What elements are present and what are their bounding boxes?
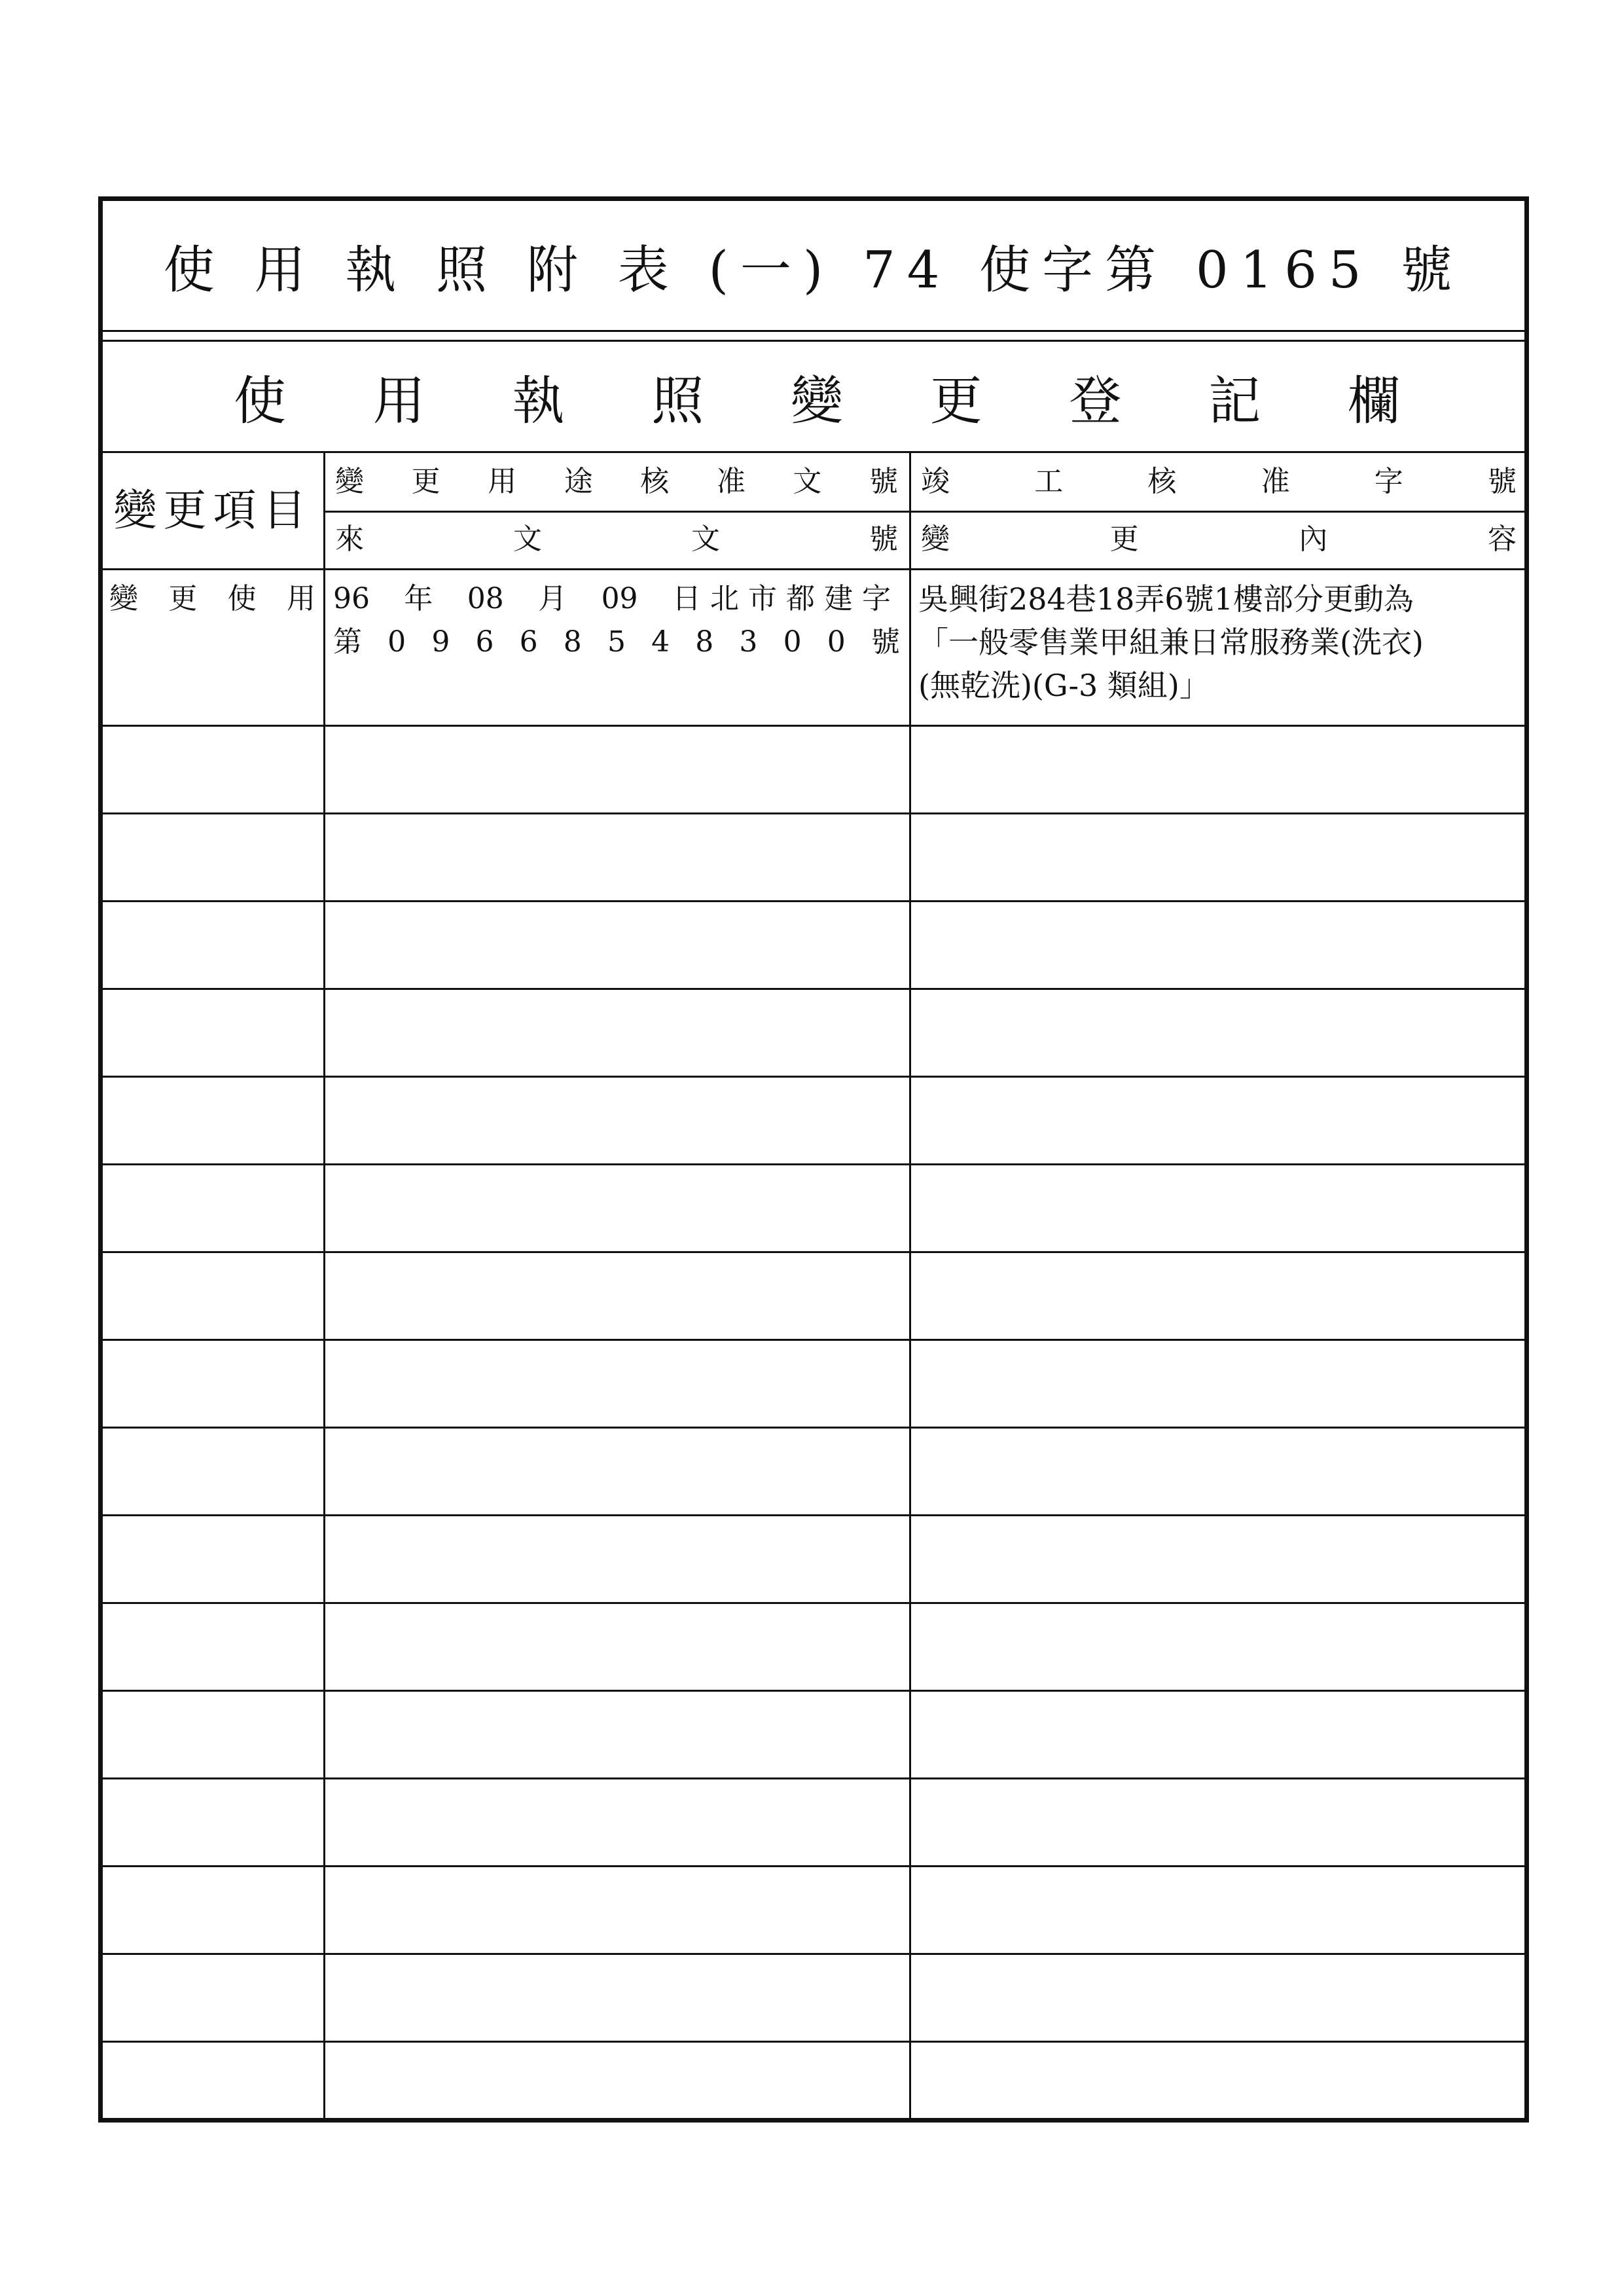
table-row-line [103, 1690, 1524, 1692]
column-divider [909, 453, 911, 2123]
header-char: 來 [335, 522, 364, 556]
column-header-change-content [921, 511, 1517, 568]
doc-token: 3 [739, 625, 758, 659]
column-header-completion-number [921, 453, 1517, 511]
table-row-line [103, 1427, 1524, 1429]
doc-token: 月 [538, 582, 567, 615]
header-char: 用 [488, 465, 517, 498]
doc-token: 9 [431, 625, 450, 659]
doc-token: 5 [607, 625, 626, 659]
table-row-line [103, 1777, 1524, 1779]
header-char: 內 [1299, 522, 1328, 556]
table-row-line [103, 725, 1524, 727]
doc-token: 08 [467, 582, 504, 615]
header-char: 更 [1109, 522, 1139, 556]
column-header-change-item: 變更項目 [113, 485, 313, 536]
section-title-char: 執 [512, 371, 565, 431]
item-line [109, 577, 315, 621]
doc-token: 8 [695, 625, 714, 659]
doc-token: 日北市都建字 [672, 582, 900, 615]
table-row-line [103, 1339, 1524, 1341]
section-title-char: 變 [791, 371, 843, 431]
item-char: 更 [168, 582, 198, 615]
section-title-char: 使 [234, 371, 286, 431]
column-header-incoming-number [335, 511, 898, 568]
table-row-line [103, 1514, 1524, 1516]
header-char: 號 [869, 465, 898, 498]
table-row-line [103, 2041, 1524, 2043]
license-appendix-form [98, 196, 1529, 2123]
section-title [103, 340, 1524, 451]
item-char: 變 [109, 582, 138, 615]
doc-token: 0 [783, 625, 802, 659]
table-row-item [109, 577, 315, 621]
column-divider [323, 453, 325, 2123]
table-row-line [103, 1865, 1524, 1867]
header-char: 准 [1261, 465, 1290, 498]
document-number-line-2 [333, 621, 900, 664]
section-title-char: 記 [1208, 371, 1261, 431]
header-char: 文 [513, 522, 542, 556]
change-content-line-2: 「一般零售業甲組兼日常服務業(洗衣) [918, 625, 1424, 660]
doc-token: 09 [601, 582, 638, 615]
change-registration-table [103, 451, 1524, 2123]
table-row-line [103, 812, 1524, 814]
section-title-char: 登 [1069, 371, 1122, 431]
header-char: 文 [691, 522, 720, 556]
section-title-char: 照 [651, 371, 704, 431]
change-content-line-1: 吳興街284巷18弄6號1樓部分更動為 [918, 581, 1414, 617]
table-row-line [103, 1602, 1524, 1604]
change-content-line-3: (無乾洗)(G-3 類組)」 [918, 668, 1210, 703]
section-title-char: 欄 [1348, 371, 1400, 431]
table-row-line [103, 1163, 1524, 1165]
header-char: 核 [640, 465, 670, 498]
doc-token: 6 [519, 625, 538, 659]
doc-token: 6 [475, 625, 494, 659]
section-title-char: 更 [929, 371, 982, 431]
item-char: 使 [227, 582, 257, 615]
table-row-document-number [333, 577, 900, 669]
header-char: 途 [564, 465, 593, 498]
header-char: 號 [1487, 465, 1517, 498]
doc-token: 0 [827, 625, 846, 659]
doc-token: 8 [563, 625, 582, 659]
document-title: 使 用 執 照 附 表 (一) 74 使字第 0165 號 [103, 201, 1524, 332]
doc-token: 4 [651, 625, 670, 659]
section-title-char: 用 [372, 371, 425, 431]
header-char: 文 [793, 465, 822, 498]
header-char: 字 [1374, 465, 1403, 498]
header-char: 竣 [921, 465, 950, 498]
document-number-line-1 [333, 577, 900, 621]
header-char: 變 [335, 465, 364, 498]
doc-token: 第 [333, 625, 362, 659]
header-char: 號 [869, 522, 898, 556]
doc-token: 96 [333, 582, 370, 615]
item-char: 用 [286, 582, 315, 615]
column-header-approval-number [335, 453, 898, 511]
header-char: 容 [1487, 522, 1517, 556]
doc-token: 號 [871, 625, 900, 659]
table-row-line [103, 1953, 1524, 1955]
header-char: 准 [716, 465, 746, 498]
header-char: 核 [1147, 465, 1177, 498]
table-row-line [103, 988, 1524, 990]
header-bottom-line [103, 568, 1524, 570]
table-row-line [103, 900, 1524, 902]
table-row-line [103, 1076, 1524, 1078]
header-char: 更 [411, 465, 440, 498]
doc-token: 0 [387, 625, 406, 659]
header-char: 變 [921, 522, 950, 556]
doc-token: 年 [404, 582, 433, 615]
table-row-change-content [918, 577, 1522, 715]
table-row-line [103, 1251, 1524, 1253]
header-char: 工 [1034, 465, 1064, 498]
